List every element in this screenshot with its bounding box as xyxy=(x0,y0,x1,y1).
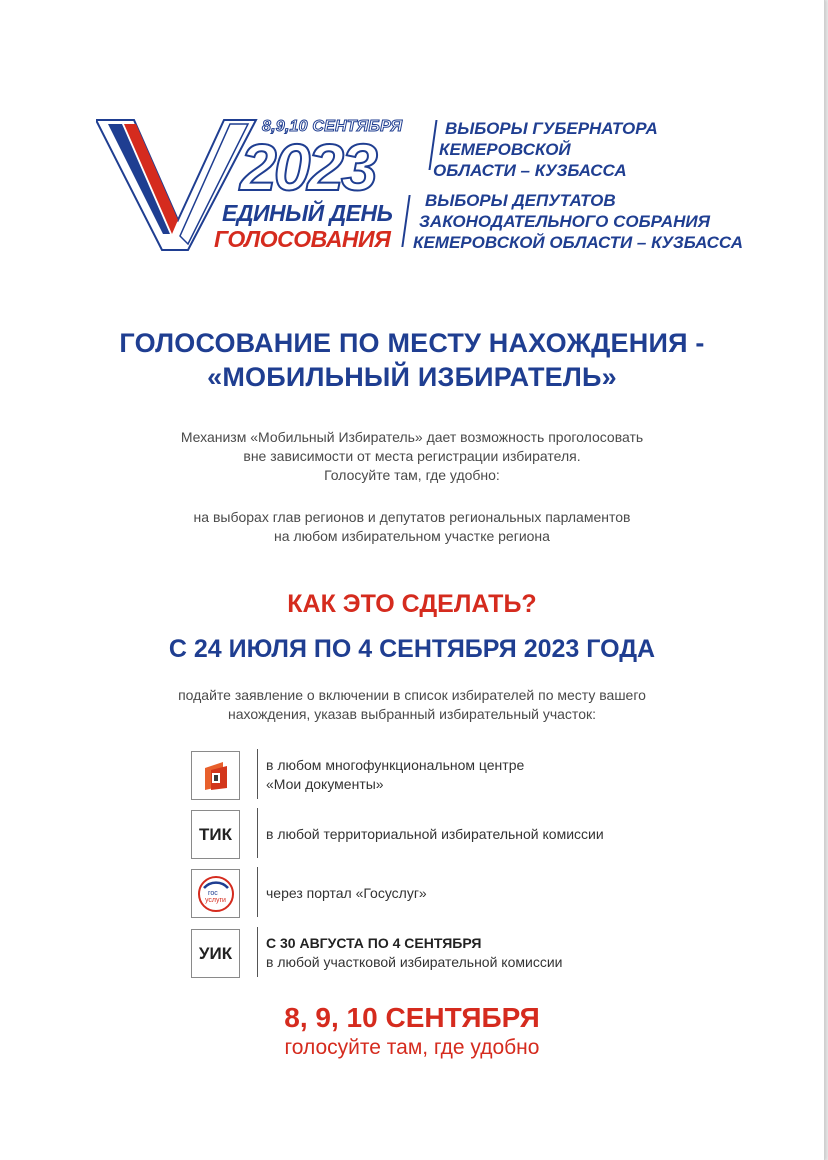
election-governor xyxy=(433,118,658,181)
description xyxy=(0,428,824,485)
application-period: С 24 ИЮЛЯ ПО 4 СЕНТЯБРЯ 2023 ГОДА xyxy=(168,635,656,663)
option-divider xyxy=(257,867,258,917)
election-governor-line: КЕМЕРОВСКОЙ xyxy=(439,140,571,159)
gosuslugi-logo-line: услуги xyxy=(204,896,226,904)
voting-dates: 8, 9, 10 СЕНТЯБРЯ xyxy=(284,1002,540,1033)
option-line: «Мои документы» xyxy=(266,776,384,792)
option-line: в любой территориальной избирательной комиссии xyxy=(266,826,604,842)
option-divider xyxy=(257,927,258,977)
option-uik-period: С 30 АВГУСТА ПО 4 СЕНТЯБРЯ xyxy=(266,935,482,951)
election-governor-line: ОБЛАСТИ – КУЗБАССА xyxy=(433,161,627,180)
option-mfc-text xyxy=(266,756,524,794)
scope-line: на любом избирательном участке региона xyxy=(274,528,550,544)
option-gosuslugi-text xyxy=(266,884,427,903)
gosuslugi-logo-line: гос xyxy=(207,889,218,897)
page-title-line: «МОБИЛЬНЫЙ ИЗБИРАТЕЛЬ» xyxy=(207,362,617,392)
election-deputies xyxy=(413,190,743,253)
description-line: Механизм «Мобильный Избиратель» дает возможность проголосовать xyxy=(180,429,644,445)
mfc-logo-icon xyxy=(201,760,231,792)
unified-day-label: ЕДИНЫЙ ДЕНЬ xyxy=(222,200,393,226)
how-title: КАК ЭТО СДЕЛАТЬ? xyxy=(287,590,537,618)
page-title xyxy=(0,326,824,394)
description-line: вне зависимости от места регистрации избирателя. xyxy=(243,448,581,464)
header-dates: 8,9,10 СЕНТЯБРЯ xyxy=(262,118,403,135)
option-line: в любой участковой избирательной комиссии xyxy=(266,954,563,970)
scope-text xyxy=(0,508,824,546)
election-deputies-line: ВЫБОРЫ ДЕПУТАТОВ xyxy=(425,191,616,210)
instruction-text xyxy=(0,686,824,724)
option-divider xyxy=(257,749,258,799)
header-divider-2 xyxy=(401,195,410,247)
tik-box xyxy=(191,810,240,859)
option-line: в любом многофункциональном центре xyxy=(266,757,525,773)
uik-box xyxy=(191,929,240,978)
scope-line: на выборах глав регионов и депутатов региональных парламентов xyxy=(193,509,631,525)
header-year xyxy=(240,132,375,202)
page-title-line: ГОЛОСОВАНИЕ ПО МЕСТУ НАХОЖДЕНИЯ - xyxy=(119,328,705,358)
description-line: Голосуйте там, где удобно: xyxy=(324,467,500,483)
election-governor-line: ВЫБОРЫ ГУБЕРНАТОРА xyxy=(445,119,658,138)
gosuslugi-logo-box xyxy=(191,869,240,918)
voting-note: голосуйте там, где удобно xyxy=(284,1036,540,1059)
option-tik-text xyxy=(266,825,604,844)
instruction-line: подайте заявление о включении в список избирателей по месту вашего xyxy=(178,687,646,703)
option-uik-text xyxy=(266,934,562,972)
voting-label: ГОЛОСОВАНИЯ xyxy=(214,226,391,252)
tik-abbr: ТИК xyxy=(199,824,232,844)
uik-abbr: УИК xyxy=(198,943,233,963)
gosuslugi-logo-icon xyxy=(196,874,236,914)
election-deputies-line: КЕМЕРОВСКОЙ ОБЛАСТИ – КУЗБАССА xyxy=(413,233,743,252)
instruction-line: нахождения, указав выбранный избирательный участок: xyxy=(227,706,596,722)
option-divider xyxy=(257,808,258,858)
option-line: через портал «Госуслуг» xyxy=(266,885,427,901)
mfc-logo-box xyxy=(191,751,240,800)
election-deputies-line: ЗАКОНОДАТЕЛЬНОГО СОБРАНИЯ xyxy=(419,212,711,231)
year-digits: 2023 xyxy=(240,130,375,204)
